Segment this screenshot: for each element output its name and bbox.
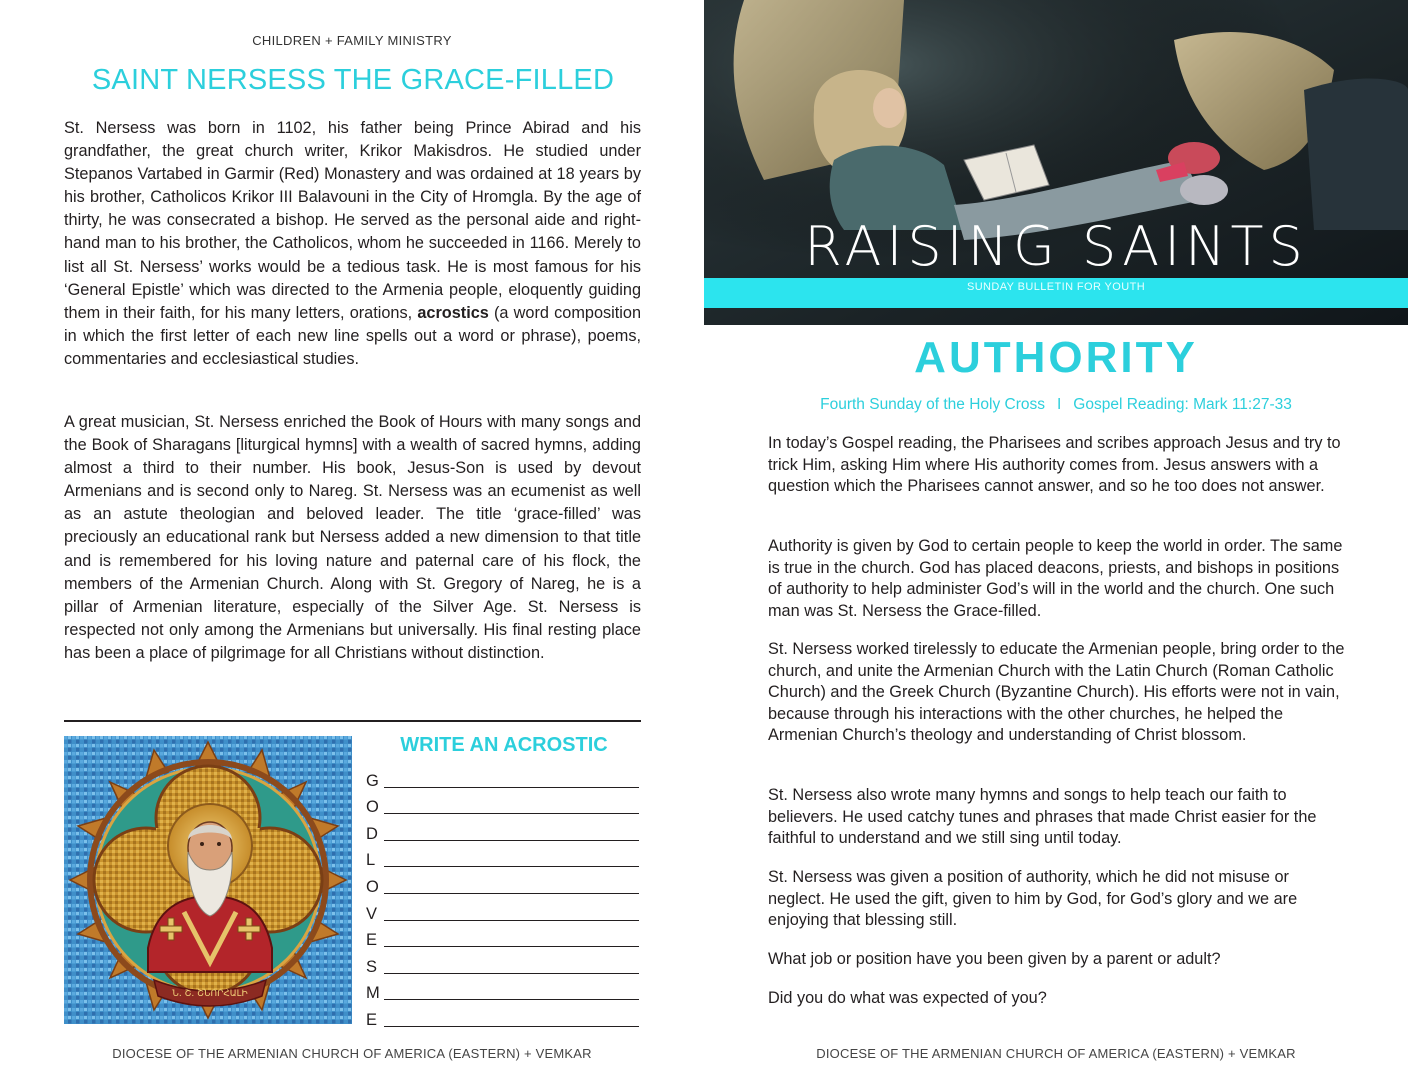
saint-mosaic-icon [64, 736, 352, 1024]
acrostic-letter: D [366, 824, 378, 843]
acrostic-row[interactable] [366, 924, 642, 951]
bio-paragraph-1 [64, 117, 641, 371]
acrostic-row[interactable] [366, 977, 642, 1004]
acrostic-row[interactable] [366, 870, 642, 897]
masthead-title: RAISING SAINTS [804, 215, 1308, 278]
left-footer: DIOCESE OF THE ARMENIAN CHURCH OF AMERICA (EASTERN) + VEMKAR [112, 1046, 592, 1061]
acrostic-row[interactable] [366, 897, 642, 924]
lesson-paragraph: St. Nersess worked tirelessly to educate the Armenian people, bring order to the church, and unite the Armenian Church with the Latin Church (Roman Catholic Church) and the Greek Church (Byzantine Church). His efforts were not in vain, because through his interactions with the other churches, he helped the Armenian Church’s theology and understanding of Christ blossom. [768, 640, 1345, 744]
bio-p1-bold-term: acrostics [417, 303, 489, 322]
acrostic-letter: L [366, 851, 376, 870]
subtitle-separator: I [1056, 396, 1062, 413]
lesson-paragraph: St. Nersess also wrote many hymns and songs to help teach our faith to believers. He used catchy tunes and phrases that made Christ easier for the faithful to understand and we still sing until today. [768, 786, 1317, 847]
acrostic-blank-line[interactable] [384, 772, 639, 788]
lesson-paragraph: St. Nersess was given a position of authority, which he did not misuse or neglect. He used the gift, given to him by God, for God’s glory and we are enjoying that blessing still. [768, 868, 1298, 929]
acrostic-blank-line[interactable] [384, 958, 639, 974]
acrostic-letter: O [366, 798, 379, 817]
saint-title: SAINT NERSESS THE GRACE-FILLED [91, 64, 615, 96]
lesson-subtitle [704, 396, 1408, 414]
right-footer: DIOCESE OF THE ARMENIAN CHURCH OF AMERICA (EASTERN) + VEMKAR [816, 1046, 1296, 1061]
section-divider [64, 720, 641, 722]
acrostic-letter: V [366, 904, 378, 923]
acrostic-blank-line[interactable] [384, 798, 639, 814]
lesson-title: AUTHORITY [914, 333, 1198, 382]
acrostic-letter: S [366, 957, 378, 976]
liturgical-day: Fourth Sunday of the Holy Cross [820, 396, 1045, 413]
lesson-paragraph: In today’s Gospel reading, the Pharisees and scribes approach Jesus and try to trick Him, asking Him where His authority comes from. Jesus answers with a question which the Pharisees cannot answer, and so he too does not answer. [768, 434, 1341, 495]
acrostic-row[interactable] [366, 791, 642, 818]
bio-p1-text-b: (a word composition in which the first letter of each new line spells out a word or phrase), poems, commentaries and ecclesiastical studies. [64, 303, 642, 368]
acrostic-row[interactable] [366, 817, 642, 844]
acrostic-letter: M [366, 984, 380, 1003]
reflection-question: What job or position have you been given by a parent or adult? [768, 950, 1221, 968]
acrostic-letter: G [366, 771, 379, 790]
acrostic-blank-line[interactable] [384, 984, 639, 1000]
acrostic-row[interactable] [366, 950, 642, 977]
hero-photo [704, 0, 1408, 325]
masthead-subtitle: SUNDAY BULLETIN FOR YOUTH [966, 281, 1146, 293]
acrostic-row[interactable] [366, 1003, 642, 1030]
acrostic-blank-line[interactable] [384, 878, 639, 894]
icon-inscription: Ն. Շ. ՇՆՈՐՀԱԼԻ [172, 989, 248, 999]
acrostic-blank-line[interactable] [384, 931, 639, 947]
acrostic-worksheet [366, 764, 642, 1030]
acrostic-letter: E [366, 1010, 378, 1029]
acrostic-title: WRITE AN ACROSTIC [400, 734, 608, 756]
reflection-question: Did you do what was expected of you? [768, 989, 1047, 1007]
acrostic-blank-line[interactable] [384, 851, 639, 867]
acrostic-row[interactable] [366, 844, 642, 871]
acrostic-blank-line[interactable] [384, 905, 639, 921]
bio-p1-text-a: St. Nersess was born in 1102, his father being Prince Abirad and his grandfather, the great church writer, Krikor Makisdros. He studied under Stepanos Vartabed in Garmir (Red) Monastery and was ordained at 18 years by his brother, Catholicos Krikor III Balavouni in the City of Hromgla. By the age of thirty, he was consecrated a bishop. He served as the personal aide and right-hand man to his brother, the Catholicos, whom he succeeded in 1166. Merely to list all St. Nersess’ works would be a tedious task. He is most famous for his ‘General Epistle’ which was directed to the Armenia people, eloquently guiding them in their faith, for his many letters, orations, [64, 119, 641, 322]
acrostic-row[interactable] [366, 764, 642, 791]
acrostic-blank-line[interactable] [384, 1011, 639, 1027]
lesson-paragraph: Authority is given by God to certain people to keep the world in order. The same is true in the church. God has placed deacons, priests, and bishops in positions of authority to help administer God’s will in the world and the church. One such man was St. Nersess the Grace-filled. [768, 537, 1343, 620]
ministry-kicker: CHILDREN + FAMILY MINISTRY [252, 33, 452, 48]
acrostic-blank-line[interactable] [384, 825, 639, 841]
gospel-reading: Gospel Reading: Mark 11:27-33 [1073, 396, 1292, 413]
acrostic-letter: E [366, 931, 378, 950]
right-page [704, 0, 1408, 1088]
bio-paragraph-2: A great musician, St. Nersess enriched the Book of Hours with many songs and the Book of Sharagans [liturgical hymns] with a wealth of sacred hymns, adding almost a third to their number. His book, Jesus-Son is used by devout Armenians and is second only to Nareg. St. Nersess was an ecumenist as well as an astute theologian and beloved leader. The title ‘grace-filled’ was preciously an educational rank but Nersess added a new dimension to that title and is remembered for his loving nature and paternal care of his flock, the members of the Armenian Church. Along with St. Gregory of Nareg, he is a pillar of Armenian literature, especially of the Silver Age. St. Nersess is respected not only among the Armenians but universally. His final resting place has been a place of pilgrimage for all Christians without distinction. [64, 413, 641, 662]
acrostic-letter: O [366, 877, 379, 896]
